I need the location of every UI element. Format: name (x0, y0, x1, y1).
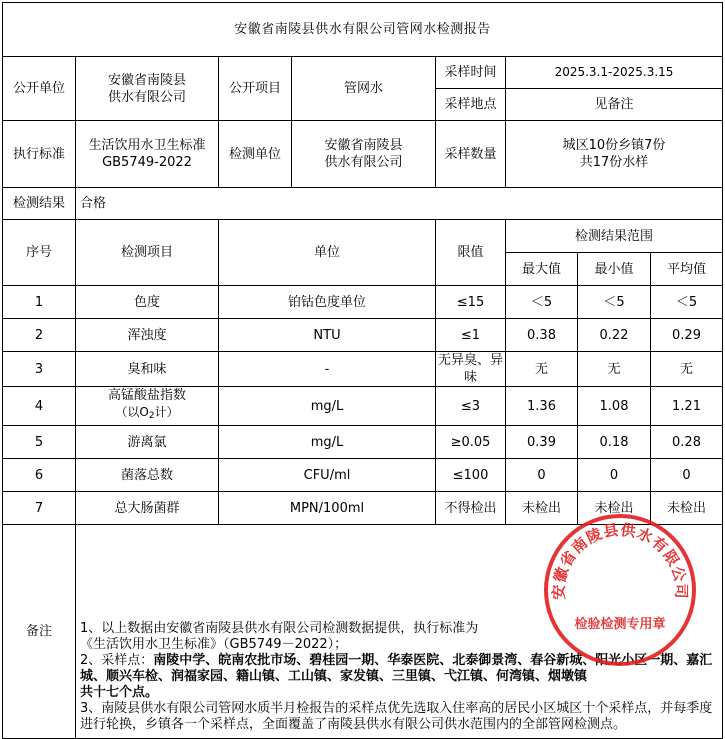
cell-item: 总大肠菌群 (76, 492, 219, 525)
cell-min: 0.18 (578, 426, 651, 459)
cell-item: 浑浊度 (76, 319, 219, 352)
cell-avg: ＜5 (651, 286, 723, 319)
cell-item: 臭和味 (76, 352, 219, 387)
svg-text:检验检测专用章: 检验检测专用章 (574, 617, 666, 632)
remarks-label: 备注 (3, 525, 76, 739)
cell-unit: - (219, 352, 436, 387)
cell-no: 2 (3, 319, 76, 352)
result-value: 合格 (76, 188, 723, 220)
cell-no: 1 (3, 286, 76, 319)
cell-no: 7 (3, 492, 76, 525)
cell-limit: 不得检出 (436, 492, 506, 525)
col-header-no: 序号 (3, 220, 76, 286)
cell-no: 6 (3, 459, 76, 492)
table-row (3, 426, 723, 459)
col-header-avg: 平均值 (651, 253, 723, 286)
remark-line-2: 2、采样点：南陵中学、皖南农批市场、碧桂园一期、华泰医院、北泰御景湾、春谷新城、阳光小区一期、嘉汇城、顺兴车检、润福家园、籍山镇、工山镇、家发镇、三里镇、弋江镇、何湾镇、烟墩镇 共十七个点。 (80, 653, 713, 700)
remark-line-1: 1、以上数据由安徽省南陵县供水有限公司检测数据提供，执行标准为 《生活饮用水卫生标准》（GB5749－2022）； (80, 621, 479, 652)
col-header-range: 检测结果范围 (506, 220, 723, 253)
sample-count-value: 城区10份乡镇7份 共17份水样 (506, 121, 723, 188)
cell-min: 0 (578, 459, 651, 492)
table-row (3, 459, 723, 492)
sampling-place-label: 采样地点 (436, 89, 506, 121)
cell-avg: 0 (651, 459, 723, 492)
cell-item: 色度 (76, 286, 219, 319)
cell-avg: 无 (651, 352, 723, 387)
cell-limit: ≥0.05 (436, 426, 506, 459)
remarks-content (76, 525, 723, 739)
cell-no: 5 (3, 426, 76, 459)
cell-min: 无 (578, 352, 651, 387)
table-row (3, 387, 723, 426)
col-header-unit: 单位 (219, 220, 436, 286)
cell-max: ＜5 (506, 286, 578, 319)
cell-avg: 0.29 (651, 319, 723, 352)
cell-min: 0.22 (578, 319, 651, 352)
cell-unit: mg/L (219, 426, 436, 459)
cell-unit: mg/L (219, 387, 436, 426)
cell-item: 菌落总数 (76, 459, 219, 492)
cell-item: 游离氯 (76, 426, 219, 459)
col-header-item: 检测项目 (76, 220, 219, 286)
sample-count-label: 采样数量 (436, 121, 506, 188)
report-table (2, 2, 723, 739)
sampling-time-label: 采样时间 (436, 57, 506, 89)
table-row (3, 319, 723, 352)
standard-label: 执行标准 (3, 121, 76, 188)
cell-limit: ≤3 (436, 387, 506, 426)
cell-unit: MPN/100ml (219, 492, 436, 525)
cell-item: 高锰酸盐指数 （以$O_2$计） (76, 387, 219, 426)
cell-max: 1.36 (506, 387, 578, 426)
report-title: 安徽省南陵县供水有限公司管网水检测报告 (3, 3, 723, 57)
item-label: 公开项目 (219, 57, 292, 121)
sampling-place-value: 见备注 (506, 89, 723, 121)
result-label: 检测结果 (3, 188, 76, 220)
cell-min: 未检出 (578, 492, 651, 525)
cell-max: 无 (506, 352, 578, 387)
publisher-label: 公开单位 (3, 57, 76, 121)
cell-max: 0 (506, 459, 578, 492)
col-header-limit: 限值 (436, 220, 506, 286)
item-value: 管网水 (292, 57, 436, 121)
cell-avg: 1.21 (651, 387, 723, 426)
cell-max: 0.39 (506, 426, 578, 459)
cell-avg: 未检出 (651, 492, 723, 525)
cell-max: 0.38 (506, 319, 578, 352)
testing-unit-value: 安徽省南陵县 供水有限公司 (292, 121, 436, 188)
standard-value: 生活饮用水卫生标准 GB5749-2022 (76, 121, 219, 188)
cell-min: ＜5 (578, 286, 651, 319)
sampling-time-value: 2025.3.1-2025.3.15 (506, 57, 723, 89)
cell-unit: CFU/ml (219, 459, 436, 492)
testing-unit-label: 检测单位 (219, 121, 292, 188)
cell-max: 未检出 (506, 492, 578, 525)
cell-no: 4 (3, 387, 76, 426)
cell-avg: 0.28 (651, 426, 723, 459)
publisher-value: 安徽省南陵县 供水有限公司 (76, 57, 219, 121)
table-row (3, 492, 723, 525)
table-row (3, 352, 723, 387)
col-header-max: 最大值 (506, 253, 578, 286)
col-header-min: 最小值 (578, 253, 651, 286)
table-row (3, 286, 723, 319)
cell-limit: ≤15 (436, 286, 506, 319)
cell-limit: ≤1 (436, 319, 506, 352)
cell-no: 3 (3, 352, 76, 387)
remark-line-3: 3、南陵县供水有限公司管网水质半月检报告的采样点优先选取入住率高的居民小区城区十个采样点，并每季度进行轮换，乡镇各一个采样点，全面覆盖了南陵县供水有限公司供水范围内的全部管网检测点。 (80, 701, 713, 732)
svg-text:安徽省南陵县供水有限公司: 安徽省南陵县供水有限公司 (549, 520, 691, 600)
cell-limit: 无异臭、异味 (436, 352, 506, 387)
cell-limit: ≤100 (436, 459, 506, 492)
cell-min: 1.08 (578, 387, 651, 426)
cell-unit: 铂钴色度单位 (219, 286, 436, 319)
cell-unit: NTU (219, 319, 436, 352)
